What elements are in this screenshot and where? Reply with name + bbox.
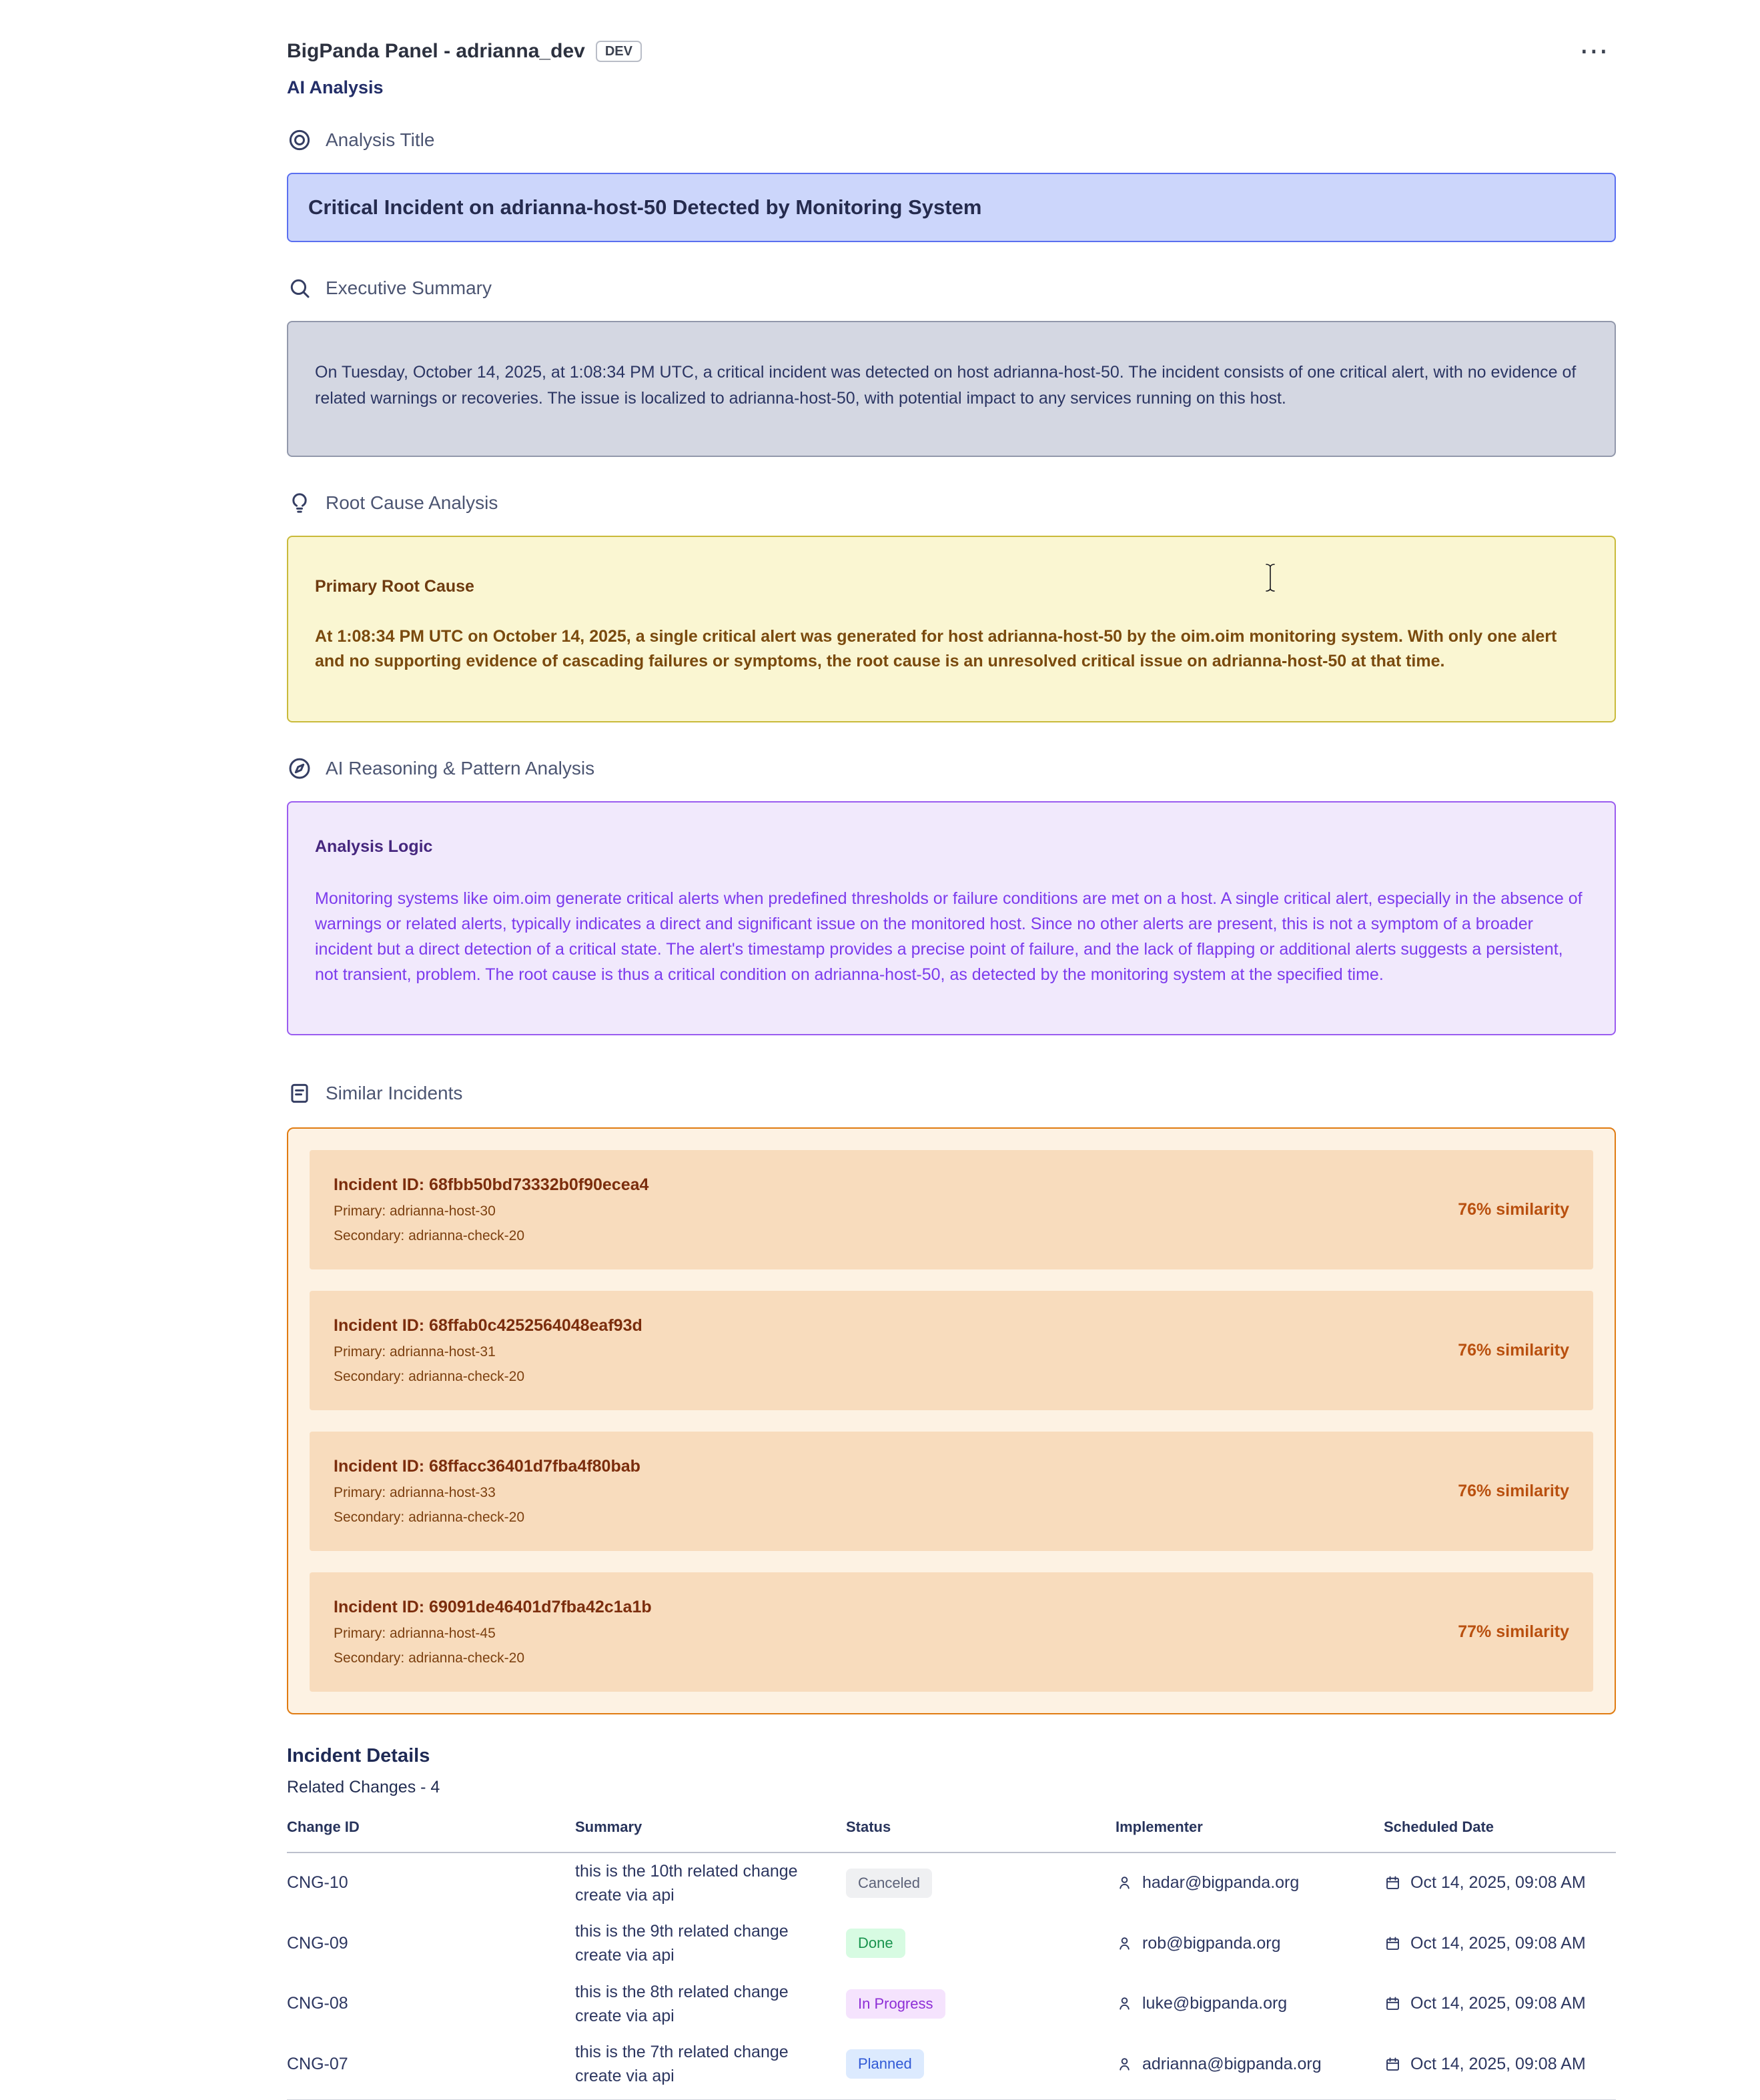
- root-cause-text: At 1:08:34 PM UTC on October 14, 2025, a single critical alert was generated for host adrianna-host-50 by the oim.oim monitoring system. With only one alert and no supporting evidence of cascading failures or symptoms, the root cause is an unresolved critical issue on adrianna-host-50 at that time.: [315, 626, 1557, 670]
- ai-analysis-panel: [287, 35, 1616, 2100]
- implementer-cell: adrianna@bigpanda.org: [1142, 2054, 1322, 2073]
- status-badge: Canceled: [846, 1869, 932, 1898]
- analysis-logic-heading: Analysis Logic: [315, 837, 433, 856]
- panel-header: [287, 35, 1616, 98]
- implementer-cell: hadar@bigpanda.org: [1142, 1873, 1300, 1893]
- executive-summary-text[interactable]: On Tuesday, October 14, 2025, at 1:08:34 PM UTC, a critical incident was detected on host adrianna-host-50. The incident consists of one critical alert, with no evidence of related warnings or recoveries. The issue is localized to adrianna-host-50, with potential impact to any services running on this host.: [287, 321, 1616, 457]
- section-label-executive-summary: [287, 276, 1616, 301]
- incident-id: Incident ID: 68ffab0c4252564048eaf93d: [334, 1316, 642, 1335]
- lightbulb-icon: [287, 490, 312, 516]
- root-cause-heading: Primary Root Cause: [315, 576, 474, 596]
- section-label-text: AI Reasoning & Pattern Analysis: [326, 757, 595, 778]
- search-icon: [287, 276, 312, 301]
- section-label-text: Executive Summary: [326, 278, 492, 298]
- similar-incidents-panel: [287, 1127, 1616, 1714]
- implementer-cell: luke@bigpanda.org: [1142, 1994, 1288, 2013]
- summary-cell: this is the 7th related change create via api: [575, 2043, 789, 2086]
- summary-cell: this is the 9th related change create via api: [575, 1922, 789, 1965]
- person-icon: [1116, 1874, 1134, 1892]
- section-label-text: Analysis Title: [326, 129, 435, 150]
- calendar-icon: [1384, 2055, 1402, 2073]
- section-label-text: Similar Incidents: [326, 1082, 463, 1103]
- incident-id: Incident ID: 69091de46401d7fba42c1a1b: [334, 1597, 652, 1616]
- column-header-summary: Summary: [575, 1818, 642, 1835]
- similar-incident-card[interactable]: [310, 1150, 1593, 1269]
- person-icon: [1116, 1935, 1134, 1953]
- similarity-score: 77% similarity: [1458, 1622, 1569, 1641]
- incident-primary: Primary: adrianna-host-30: [334, 1203, 496, 1219]
- incident-primary: Primary: adrianna-host-45: [334, 1625, 496, 1641]
- change-id-cell: CNG-10: [287, 1873, 348, 1893]
- related-changes-table: [287, 1818, 1616, 2100]
- page-title: AI Analysis: [287, 77, 384, 97]
- section-label-ai-reasoning: [287, 756, 1616, 781]
- summary-cell: this is the 8th related change create via api: [575, 1982, 789, 2025]
- env-badge: DEV: [596, 41, 642, 62]
- text-cursor: [1263, 562, 1278, 593]
- incident-secondary: Secondary: adrianna-check-20: [334, 1509, 525, 1525]
- section-label-similar-incidents: [287, 1081, 1616, 1106]
- summary-cell: this is the 10th related change create via api: [575, 1861, 798, 1905]
- column-header-implementer: Implementer: [1116, 1818, 1203, 1835]
- calendar-icon: [1384, 1995, 1402, 2013]
- incident-secondary: Secondary: adrianna-check-20: [334, 1227, 525, 1243]
- person-icon: [1116, 2055, 1134, 2073]
- related-changes-count: Related Changes - 4: [287, 1777, 440, 1796]
- similarity-score: 76% similarity: [1458, 1340, 1569, 1360]
- column-header-status: Status: [846, 1818, 891, 1835]
- more-menu-icon[interactable]: ⋯: [1579, 35, 1611, 67]
- calendar-icon: [1384, 1935, 1402, 1953]
- similarity-score: 76% similarity: [1458, 1199, 1569, 1219]
- similarity-score: 76% similarity: [1458, 1481, 1569, 1500]
- app-title: BigPanda Panel - adrianna_dev: [287, 40, 585, 62]
- section-label-text: Root Cause Analysis: [326, 492, 498, 513]
- calendar-icon: [1384, 1874, 1402, 1892]
- similar-incident-card[interactable]: [310, 1291, 1593, 1410]
- scheduled-date-cell: Oct 14, 2025, 09:08 AM: [1410, 1994, 1586, 2013]
- target-icon: [287, 127, 312, 153]
- incident-secondary: Secondary: adrianna-check-20: [334, 1650, 525, 1666]
- incident-primary: Primary: adrianna-host-33: [334, 1484, 496, 1500]
- notes-icon: [287, 1081, 312, 1106]
- change-id-cell: CNG-08: [287, 1994, 348, 2013]
- incident-id: Incident ID: 68fbb50bd73332b0f90ecea4: [334, 1175, 649, 1194]
- incident-secondary: Secondary: adrianna-check-20: [334, 1368, 525, 1384]
- incident-primary: Primary: adrianna-host-31: [334, 1344, 496, 1360]
- table-header-row: [287, 1818, 1616, 1853]
- table-row[interactable]: [287, 1974, 1616, 2035]
- change-id-cell: CNG-07: [287, 2054, 348, 2073]
- scheduled-date-cell: Oct 14, 2025, 09:08 AM: [1410, 2054, 1586, 2073]
- similar-incident-card[interactable]: [310, 1432, 1593, 1551]
- section-label-root-cause: [287, 490, 1616, 516]
- table-row[interactable]: [287, 1853, 1616, 1914]
- implementer-cell: rob@bigpanda.org: [1142, 1933, 1281, 1953]
- scheduled-date-cell: Oct 14, 2025, 09:08 AM: [1410, 1933, 1586, 1953]
- table-row[interactable]: [287, 1913, 1616, 1974]
- column-header-scheduled-date: Scheduled Date: [1384, 1818, 1494, 1835]
- change-id-cell: CNG-09: [287, 1933, 348, 1953]
- panel-header-left: [287, 40, 642, 98]
- ai-reasoning-box[interactable]: [287, 801, 1616, 1035]
- status-badge: Done: [846, 1929, 905, 1958]
- analysis-logic-text: Monitoring systems like oim.oim generate critical alerts when predefined thresholds or failure conditions are met on a host. A single critical alert, especially in the absence of warnings or related alerts, typically indicates a direct and significant issue on the monitored host. Since no other alerts are present, this is not a symptom of a broader incident but a direct detection of a critical state. The alert's timestamp provides a precise point of failure, and the lack of flapping or additional alerts suggests a persistent, not transient, problem. The root cause is thus a critical condition on adrianna-host-50, as detected by the monitoring system at the specified time.: [315, 889, 1583, 984]
- status-badge: Planned: [846, 2049, 924, 2079]
- section-label-analysis-title: [287, 127, 1616, 153]
- status-badge: In Progress: [846, 1989, 945, 2019]
- analysis-title-value[interactable]: Critical Incident on adrianna-host-50 Detected by Monitoring System: [287, 173, 1616, 242]
- incident-details-heading: Incident Details: [287, 1744, 430, 1766]
- similar-incident-card[interactable]: [310, 1572, 1593, 1692]
- column-header-change-id: Change ID: [287, 1818, 360, 1835]
- person-icon: [1116, 1995, 1134, 2013]
- compass-icon: [287, 756, 312, 781]
- incident-id: Incident ID: 68ffacc36401d7fba4f80bab: [334, 1456, 640, 1476]
- root-cause-box[interactable]: [287, 536, 1616, 722]
- scheduled-date-cell: Oct 14, 2025, 09:08 AM: [1410, 1873, 1586, 1893]
- table-row[interactable]: [287, 2034, 1616, 2100]
